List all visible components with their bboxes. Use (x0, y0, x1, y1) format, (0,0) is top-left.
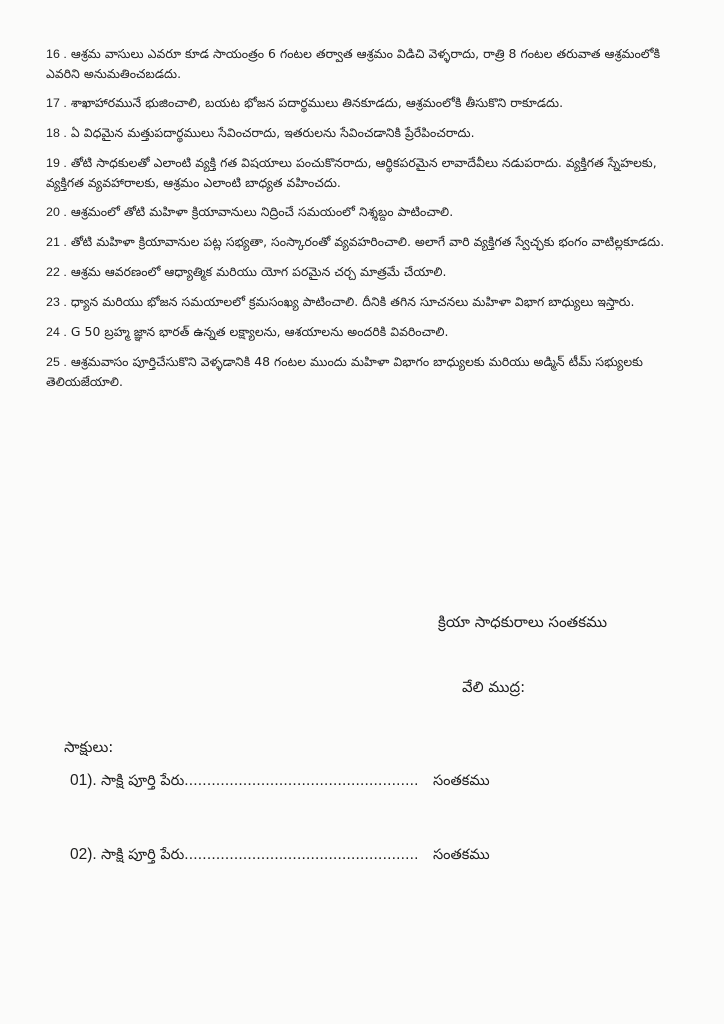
witness-number: 01). (70, 772, 97, 789)
rule-number: 17 . (46, 96, 67, 110)
rule-text: శాఖాహారమునే భుజించాలి, బయట భోజన పదార్థములు తినకూడదు, ఆశ్రమంలోకి తీసుకొని రాకూడదు. (70, 95, 564, 110)
rule-number: 23 . (46, 295, 67, 309)
rule-item (46, 93, 676, 113)
rule-item (46, 44, 676, 83)
rule-item (46, 153, 676, 192)
witnesses-title: సాక్షులు: (64, 738, 114, 756)
rule-number: 24 . (46, 325, 67, 339)
rule-text: ఆశ్రమవాసం పూర్తిచేసుకొని వెళ్ళడానికి 48 గంటల ముందు మహిళా విభాగం బాధ్యులకు మరియు అడ్మిన్ టీమ్ సభ్యులకు తెలియజేయాలి. (46, 354, 643, 389)
rule-number: 19 . (46, 156, 67, 170)
witness-name-label: సాక్షి పూర్తి పేరు (101, 847, 185, 863)
rule-number: 21 . (46, 235, 67, 249)
rule-number: 25 . (46, 355, 67, 369)
witness-line (70, 846, 490, 867)
witness-line (70, 772, 490, 793)
rule-number: 18 . (46, 126, 67, 140)
witness-name-label: సాక్షి పూర్తి పేరు (101, 773, 185, 789)
rule-number: 22 . (46, 265, 67, 279)
rule-item (46, 262, 676, 282)
rule-text: ధ్యాన మరియు భోజన సమయాలలో క్రమసంఖ్య పాటించాలి. దీనికి తగిన సూచనలు మహిళా విభాగ బాధ్యులు ఇస్తారు. (70, 294, 635, 309)
witness-name-blank: .................................................... (184, 772, 419, 789)
practitioner-signature-label: క్రియా సాధకురాలు సంతకము (438, 613, 608, 631)
witness-name-blank: .................................................... (184, 846, 419, 863)
witness-signature-label: సంతకము (432, 773, 490, 789)
rule-text: G 50 బ్రహ్మ జ్ఞాన భారత్ ఉన్నత లక్ష్యాలను, ఆశయాలను అందరికి వివరించాలి. (70, 324, 449, 339)
rule-number: 20 . (46, 205, 67, 219)
rule-item (46, 352, 676, 391)
rule-text: ఆశ్రమ వాసులు ఎవరూ కూడ సాయంత్రం 6 గంటల తర్వాత ఆశ్రమం విడిచి వెళ్ళరాదు, రాత్రి 8 గంటల తరువాత ఆశ్రమంలోకి ఎవరిని అనుమతించబడదు. (46, 46, 661, 81)
rule-text: ఏ విధమైన మత్తుపదార్థములు సేవించరాదు, ఇతరులను సేవించడానికి ప్రేరేపించరాదు. (70, 125, 475, 140)
witness-number: 02). (70, 846, 97, 863)
rule-text: ఆశ్రమంలో తోటి మహిళా క్రియావానులు నిద్రించే సమయంలో నిశ్శబ్దం పాటించాలి. (70, 204, 454, 219)
rule-text: తోటి మహిళా క్రియావానుల పట్ల సభ్యతా, సంస్కారంతో వ్యవహరించాలి. అలాగే వారి వ్యక్తిగత స్వేచ్ఛకు భంగం వాటిల్లకూడదు. (70, 234, 665, 249)
witness-signature-label: సంతకము (432, 847, 490, 863)
rule-item (46, 123, 676, 143)
rule-item (46, 202, 676, 222)
thumb-impression-label: వేలి ముద్ర: (462, 678, 526, 696)
rule-number: 16 . (46, 47, 67, 61)
rules-list (46, 44, 676, 401)
rule-text: ఆశ్రమ ఆవరణంలో ఆధ్యాత్మిక మరియు యోగ పరమైన చర్చ మాత్రమే చేయాలి. (70, 264, 447, 279)
rule-item (46, 232, 676, 252)
rule-item (46, 322, 676, 342)
rule-item (46, 292, 676, 312)
rule-text: తోటి సాధకులతో ఎలాంటి వ్యక్తి గత విషయాలు పంచుకొనరాదు, ఆర్థికపరమైన లావాదేవీలు నడుపరాదు. వ్యక్తిగత స్నేహలకు, వ్యక్తిగత వ్యవహారాలకు, ఆశ్రమం ఎలాంటి బాధ్యత వహించదు. (46, 155, 657, 190)
